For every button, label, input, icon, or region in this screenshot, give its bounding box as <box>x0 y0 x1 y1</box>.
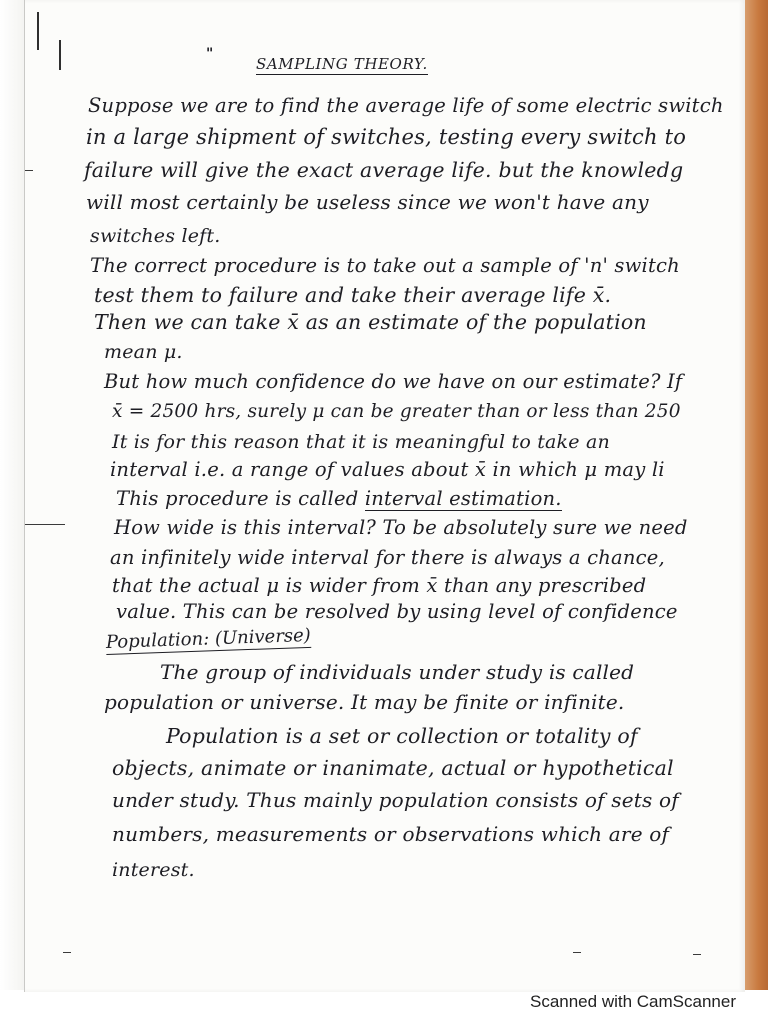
paragraph-line: value. This can be resolved by using level of confidence <box>116 600 678 623</box>
highlighted-term: interval estimation. <box>364 487 562 510</box>
scanner-watermark: Scanned with CamScanner <box>529 992 736 1011</box>
paragraph-line: Suppose we are to find the average life of some electric switch <box>88 94 724 117</box>
paragraph-line: Then we can take x̄ as an estimate of the population <box>94 310 647 334</box>
paragraph-line: that the actual μ is wider from x̄ than any prescribed <box>112 574 647 597</box>
margin-dash <box>25 524 65 525</box>
paragraph-line: How wide is this interval? To be absolutely sure we need <box>114 516 688 539</box>
page-title: SAMPLING THEORY. <box>256 55 428 73</box>
paragraph-line-with-term <box>116 487 562 511</box>
population-line: objects, animate or inanimate, actual or hypothetical <box>112 756 674 780</box>
population-line: The group of individuals under study is called <box>160 660 635 684</box>
population-line: under study. Thus mainly population consists of sets of <box>112 788 679 812</box>
paragraph-line: in a large shipment of switches, testing every switch to <box>86 125 687 149</box>
paragraph-line: switches left. <box>90 225 221 247</box>
paragraph-line: The correct procedure is to take out a sample of 'n' switch <box>90 254 680 277</box>
paragraph-line: This procedure is called interval estimation. <box>116 487 562 510</box>
margin-dash <box>693 954 701 955</box>
margin-dash <box>25 170 33 171</box>
section-heading: Population: (Universe) <box>105 624 312 653</box>
paragraph-line: mean μ. <box>104 341 183 363</box>
paragraph-line: interval i.e. a range of values about x̄ in which μ may li <box>110 458 665 481</box>
paragraph-line: an infinitely wide interval for there is always a chance, <box>110 546 665 569</box>
binding-mark <box>37 12 39 50</box>
population-line: numbers, measurements or observations which are of <box>112 822 670 846</box>
paragraph-line: But how much confidence do we have on our estimate? If <box>104 370 683 393</box>
binding-mark <box>59 40 61 70</box>
paragraph-line: failure will give the exact average life. but the knowledg <box>84 158 684 182</box>
population-line: interest. <box>112 859 195 881</box>
paragraph-line: x̄ = 2500 hrs, surely μ can be greater than or less than 250 <box>112 401 681 422</box>
right-edge-background <box>744 0 768 990</box>
paragraph-line: test them to failure and take their average life x̄. <box>94 283 612 307</box>
population-line: population or universe. It may be finite or infinite. <box>104 690 625 714</box>
paragraph-line: It is for this reason that it is meaningful to take an <box>112 431 610 453</box>
left-margin-background <box>0 0 26 990</box>
margin-dash <box>573 952 581 953</box>
margin-dash <box>63 952 71 953</box>
population-line: Population is a set or collection or totality of <box>166 724 638 748</box>
paragraph-line: will most certainly be useless since we won't have any <box>86 190 649 214</box>
title-mark: " <box>206 46 214 62</box>
